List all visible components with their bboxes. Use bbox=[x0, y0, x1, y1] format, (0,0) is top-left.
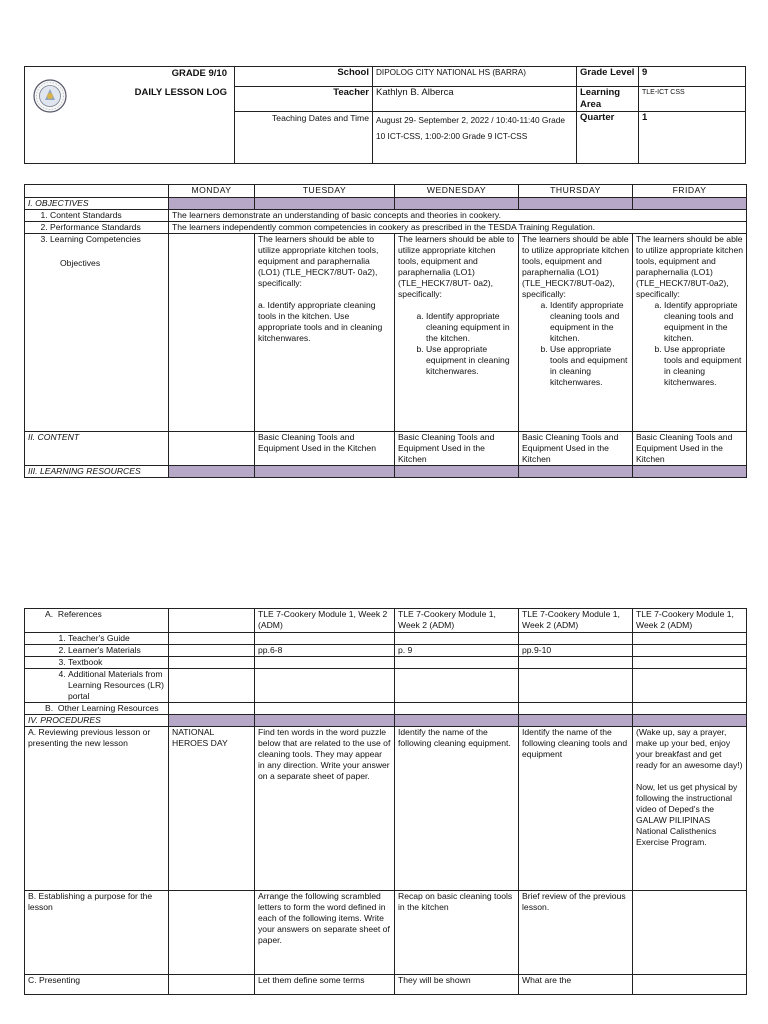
performance-standards-row bbox=[25, 222, 747, 234]
quarter-label: Quarter bbox=[577, 112, 639, 164]
competencies-label: 3. Learning Competencies bbox=[50, 234, 165, 245]
textbook-row bbox=[25, 657, 747, 669]
procedure-a-label: A. Reviewing previous lesson or presenting the new lesson bbox=[25, 727, 169, 891]
procedures-heading: IV. PROCEDURES bbox=[25, 715, 169, 727]
procedure-c-thursday: What are the bbox=[519, 975, 633, 995]
additional-materials-label: 4. Additional Materials from Learning Resources (LR) portal bbox=[68, 669, 165, 702]
content-friday: Basic Cleaning Tools and Equipment Used in the Kitchen bbox=[633, 432, 747, 466]
references-label: A. References bbox=[25, 609, 169, 633]
tuesday-objectives bbox=[255, 234, 395, 432]
procedure-c-wednesday: They will be shown bbox=[395, 975, 519, 995]
references-tuesday: TLE 7-Cookery Module 1, Week 2 (ADM) bbox=[255, 609, 395, 633]
teacher-value: Kathlyn B. Alberca bbox=[373, 87, 577, 112]
grade-level-label: Grade Level bbox=[577, 67, 639, 87]
procedure-a-monday: NATIONAL HEROES DAY bbox=[169, 727, 255, 891]
learners-materials-label: 2. Learner's Materials bbox=[68, 645, 165, 656]
lm-tuesday: pp.6-8 bbox=[255, 645, 395, 657]
deped-seal-icon bbox=[33, 79, 67, 113]
wednesday-objective-a: a. Identify appropriate cleaning equipment in the kitchen. bbox=[426, 311, 515, 344]
procedure-a-friday-intro: (Wake up, say a prayer, make up your bed, enjoy your breakfast and get ready for an awesome day!) bbox=[636, 727, 743, 770]
content-standards-text: The learners demonstrate an understanding of basic concepts and theories in cookery. bbox=[169, 210, 747, 222]
tuesday-objectives-item: a. Identify appropriate cleaning tools in the kitchen. Use appropriate tools and in cleaning kitchenwares. bbox=[258, 300, 383, 343]
performance-standards-label: 2. Performance Standards bbox=[50, 222, 165, 233]
references-thursday: TLE 7-Cookery Module 1, Week 2 (ADM) bbox=[519, 609, 633, 633]
friday-objective-a: a. Identify appropriate cleaning tools and equipment in the kitchen. bbox=[664, 300, 743, 344]
teachers-guide-row bbox=[25, 633, 747, 645]
wednesday-objectives bbox=[395, 234, 519, 432]
day-wednesday: WEDNESDAY bbox=[395, 185, 519, 198]
resources-heading-row bbox=[25, 466, 747, 478]
header-brand-cell bbox=[25, 67, 235, 164]
objectives-heading-row bbox=[25, 198, 747, 210]
procedures-heading-row bbox=[25, 715, 747, 727]
content-standards-row bbox=[25, 210, 747, 222]
thursday-objective-b: b. Use appropriate tools and equipment in cleaning kitchenwares. bbox=[550, 344, 629, 388]
content-tuesday: Basic Cleaning Tools and Equipment Used in the Kitchen bbox=[255, 432, 395, 466]
grade-title: GRADE 9/10 bbox=[171, 68, 227, 79]
other-resources-label: B. Other Learning Resources bbox=[25, 703, 169, 715]
lesson-table-procedures bbox=[24, 608, 747, 995]
textbook-label: 3. Textbook bbox=[68, 657, 165, 668]
dates-value: August 29- September 2, 2022 / 10:40-11:40 Grade 10 ICT-CSS, 1:00-2:00 Grade 9 ICT-CSS bbox=[373, 112, 577, 164]
objectives-label: Objectives bbox=[60, 258, 101, 268]
procedure-b-row bbox=[25, 891, 747, 975]
day-monday: MONDAY bbox=[169, 185, 255, 198]
school-value: DIPOLOG CITY NATIONAL HS (BARRA) bbox=[373, 67, 577, 87]
tuesday-objectives-intro: The learners should be able to utilize appropriate kitchen tools, equipment and paraphernalia (LO1) (TLE_HECK7/8UT- 0a2), specifically: bbox=[258, 234, 379, 288]
procedure-a-wednesday: Identify the name of the following cleaning equipment. bbox=[395, 727, 519, 891]
quarter-value: 1 bbox=[639, 112, 746, 164]
procedure-b-label: B. Establishing a purpose for the lesson bbox=[25, 891, 169, 975]
day-header-row bbox=[25, 185, 747, 198]
header-table bbox=[24, 66, 746, 164]
procedure-b-tuesday: Arrange the following scrambled letters to form the word defined in each of the following items. Write your answers on separate sheet of paper. bbox=[255, 891, 395, 975]
competencies-row bbox=[25, 234, 747, 432]
school-label: School bbox=[235, 67, 373, 87]
friday-objectives-intro: The learners should be able to utilize appropriate kitchen tools, equipment and paraphernalia (LO1) (TLE_HECK7/8UT-0a2), specifically: bbox=[636, 234, 744, 299]
teachers-guide-label: 1. Teacher's Guide bbox=[68, 633, 165, 644]
thursday-objectives bbox=[519, 234, 633, 432]
log-title: DAILY LESSON LOG bbox=[134, 87, 227, 98]
content-standards-label: 1. Content Standards bbox=[50, 210, 165, 221]
wednesday-objectives-intro: The learners should be able to utilize appropriate kitchen tools, equipment and paraphernalia (LO1) (TLE_HECK7/8UT- 0a2), specifically: bbox=[398, 234, 515, 299]
references-row bbox=[25, 609, 747, 633]
friday-objectives bbox=[633, 234, 747, 432]
procedure-c-tuesday: Let them define some terms bbox=[255, 975, 395, 995]
dates-label: Teaching Dates and Time bbox=[235, 112, 373, 164]
thursday-objective-a: a. Identify appropriate cleaning tools and equipment in the kitchen. bbox=[550, 300, 629, 344]
other-resources-row bbox=[25, 703, 747, 715]
lesson-table-objectives bbox=[24, 184, 747, 478]
learners-materials-row bbox=[25, 645, 747, 657]
content-wednesday: Basic Cleaning Tools and Equipment Used in the Kitchen bbox=[395, 432, 519, 466]
references-wednesday: TLE 7-Cookery Module 1, Week 2 (ADM) bbox=[395, 609, 519, 633]
procedure-a-row bbox=[25, 727, 747, 891]
content-row bbox=[25, 432, 747, 466]
thursday-objectives-intro: The learners should be able to utilize appropriate kitchen tools, equipment and paraphernalia (LO1) (TLE_HECK7/8UT-0a2), specifically: bbox=[522, 234, 630, 299]
learning-area-label: Learning Area bbox=[577, 87, 639, 112]
friday-objective-b: b. Use appropriate tools and equipment in cleaning kitchenwares. bbox=[664, 344, 743, 388]
performance-standards-text: The learners independently common competencies in cookery as prescribed in the TESDA Training Regulation. bbox=[169, 222, 747, 234]
day-tuesday: TUESDAY bbox=[255, 185, 395, 198]
procedure-b-thursday: Brief review of the previous lesson. bbox=[519, 891, 633, 975]
wednesday-objective-b: b. Use appropriate equipment in cleaning kitchenwares. bbox=[426, 344, 515, 377]
learning-area-value: TLE-ICT CSS bbox=[639, 87, 746, 112]
day-friday: FRIDAY bbox=[633, 185, 747, 198]
procedure-a-tuesday: Find ten words in the word puzzle below that are related to the use of cleaning tools. They may appear in any direction. Write your answer on a separate sheet of paper. bbox=[255, 727, 395, 891]
teacher-label: Teacher bbox=[235, 87, 373, 112]
procedure-b-wednesday: Recap on basic cleaning tools in the kitchen bbox=[395, 891, 519, 975]
procedure-a-friday bbox=[633, 727, 747, 891]
procedure-c-row bbox=[25, 975, 747, 995]
lm-thursday: pp.9-10 bbox=[519, 645, 633, 657]
content-heading: II. CONTENT bbox=[25, 432, 169, 466]
deped-seal bbox=[28, 67, 72, 113]
additional-materials-row bbox=[25, 669, 747, 703]
day-thursday: THURSDAY bbox=[519, 185, 633, 198]
procedure-c-label: C. Presenting bbox=[25, 975, 169, 995]
resources-heading: III. LEARNING RESOURCES bbox=[25, 466, 169, 478]
content-thursday: Basic Cleaning Tools and Equipment Used in the Kitchen bbox=[519, 432, 633, 466]
procedure-a-friday-exercise: Now, let us get physical by following the instructional video of Deped's the GALAW PILIPINAS National Calisthenics Exercise Program. bbox=[636, 782, 738, 847]
lm-wednesday: p. 9 bbox=[395, 645, 519, 657]
procedure-a-thursday: Identify the name of the following cleaning tools and equipment bbox=[519, 727, 633, 891]
grade-level-value: 9 bbox=[639, 67, 746, 87]
objectives-heading: I. OBJECTIVES bbox=[25, 198, 169, 210]
references-friday: TLE 7-Cookery Module 1, Week 2 (ADM) bbox=[633, 609, 747, 633]
